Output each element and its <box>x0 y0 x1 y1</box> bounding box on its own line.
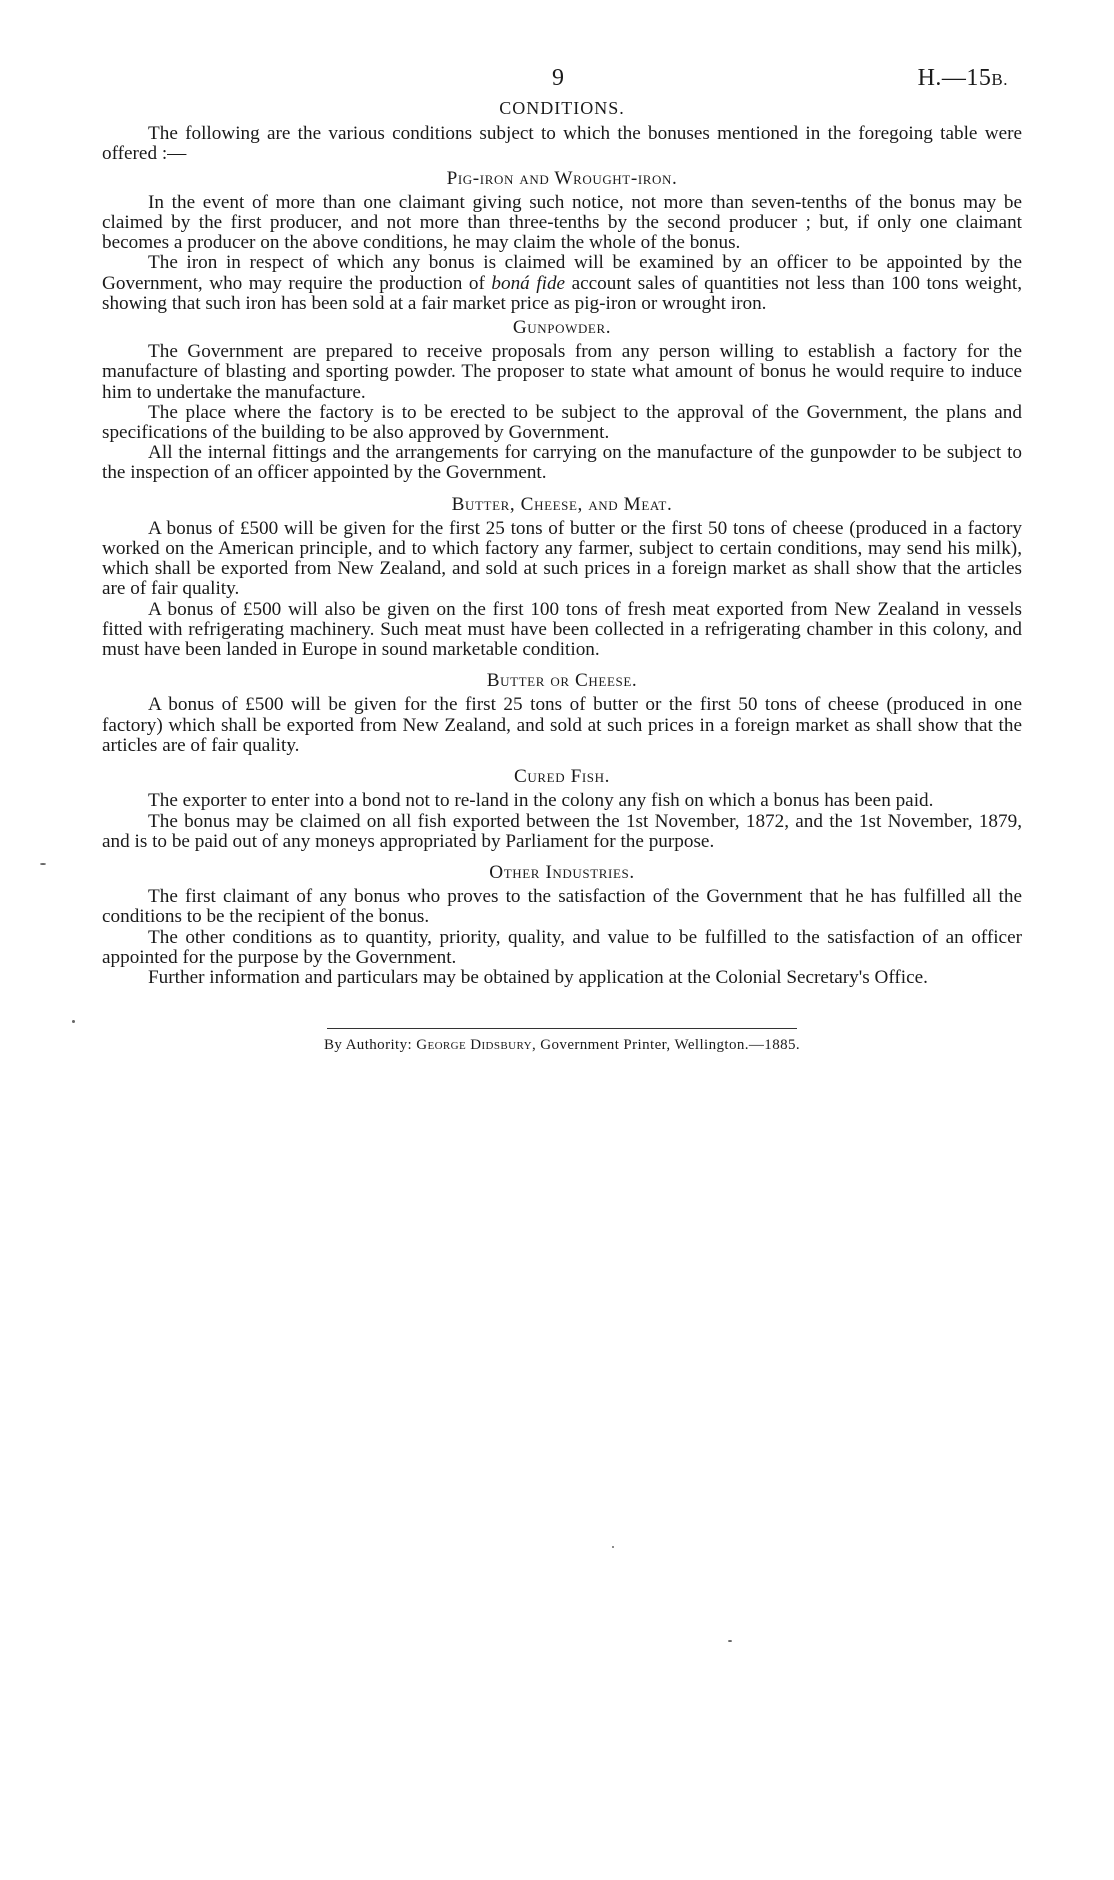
page-number: 9 <box>552 65 564 91</box>
page-title: CONDITIONS. <box>499 98 625 118</box>
scan-speck <box>728 1640 732 1642</box>
scan-speck <box>40 863 46 865</box>
document-reference <box>917 65 1008 91</box>
footer-rule <box>327 1028 797 1029</box>
section-heading-butter-cheese-meat: Butter, Cheese, and Meat. <box>451 493 673 515</box>
gunpowder-paragraph-3: All the internal fittings and the arrangements for carrying on the manufacture of the gunpowder to be subject to the inspection of an officer appointed by the Government. <box>102 442 1022 484</box>
butter-cheese-meat-paragraph-2: A bonus of £500 will also be given on the first 100 tons of fresh meat exported from New Zealand in vessels fitted with refrigerating machinery. Such meat must have been collected in a refrigerating chamber in this colony, and must have been landed in Europe in sound marketable condition. <box>102 598 1022 661</box>
printer-imprint <box>102 1035 1022 1055</box>
pig-iron-p2-italic: boná fide <box>491 272 566 294</box>
scan-speck <box>612 1546 614 1548</box>
section-heading-gunpowder: Gunpowder. <box>512 317 612 339</box>
gunpowder-paragraph-2: The place where the factory is to be erected to be subject to the approval of the Government, the plans and specifications of the building to be also approved by Government. <box>102 401 1022 444</box>
document-reference-main: H.—15 <box>917 65 992 91</box>
document-reference-suffix: B. <box>991 70 1008 89</box>
intro-paragraph: The following are the various conditions subject to which the bonuses mentioned in the foregoing table were offered :— <box>102 123 1022 165</box>
pig-iron-p2-after: account sales of quantities not less than 100 tons weight, showing that such iron has been sold at a fair market price as pig-iron or wrought iron. <box>102 272 1023 314</box>
imprint-suffix: , Government Printer, Wellington.—1885. <box>531 1037 801 1054</box>
cured-fish-paragraph-2: The bonus may be claimed on all fish exported between the 1st November, 1872, and the 1st November, 1879, and is to be paid out of any moneys appropriated by Parliament for the purpose. <box>102 810 1022 852</box>
pig-iron-p2-before: The iron in respect of which any bonus is claimed will be examined by an officer to be appointed by the Government, who may require the production of <box>102 252 1022 294</box>
scan-speck <box>72 1020 75 1023</box>
imprint-printer-name: George Didsbury <box>416 1037 532 1054</box>
pig-iron-paragraph-1: In the event of more than one claimant giving such notice, not more than seven-tenths of the bonus may be claimed by the first producer, and not more than three-tenths by the second producer ; but, if only one claimant becomes a producer on the above conditions, he may claim the whole of the bonus. <box>102 191 1022 254</box>
other-industries-paragraph-1: The first claimant of any bonus who proves to the satisfaction of the Government that he has fulfilled all the conditions to be the recipient of the bonus. <box>102 886 1022 928</box>
document-page <box>102 62 1022 1055</box>
section-heading-butter-or-cheese: Butter or Cheese. <box>486 670 638 692</box>
cured-fish-paragraph-1: The exporter to enter into a bond not to re-land in the colony any fish on which a bonus has been paid. <box>148 790 934 812</box>
butter-cheese-meat-paragraph-1: A bonus of £500 will be given for the first 25 tons of butter or the first 50 tons of cheese (produced in a factory worked on the American principle, and to which factory any farmer, subject to certain conditions, may send his milk), which shall be exported from New Zealand, and sold at such prices in a foreign market as shall show that the articles are of fair quality. <box>102 517 1022 600</box>
other-industries-paragraph-3: Further information and particulars may be obtained by application at the Colonial Secretary's Office. <box>148 966 928 988</box>
gunpowder-paragraph-1: The Government are prepared to receive proposals from any person willing to establish a factory for the manufacture of blasting and sporting powder. The proposer to state what amount of bonus he would require to induce him to undertake the manufacture. <box>102 341 1022 403</box>
page-header <box>102 62 1022 94</box>
imprint-prefix: By Authority: <box>323 1037 417 1054</box>
section-heading-cured-fish: Cured Fish. <box>514 766 610 788</box>
section-heading-other-industries: Other Industries. <box>489 861 635 883</box>
butter-or-cheese-paragraph-1: A bonus of £500 will be given for the first 25 tons of butter or the first 50 tons of cheese (produced in one factory) which shall be exported from New Zealand, and sold at such prices in a foreign market as shall show that the articles are of fair quality. <box>102 694 1022 756</box>
pig-iron-paragraph-2 <box>102 253 1022 314</box>
section-heading-pig-iron: Pig-iron and Wrought-iron. <box>446 167 678 189</box>
other-industries-paragraph-2: The other conditions as to quantity, priority, quality, and value to be fulfilled to the satisfaction of an officer appointed for the purpose by the Government. <box>102 926 1022 968</box>
